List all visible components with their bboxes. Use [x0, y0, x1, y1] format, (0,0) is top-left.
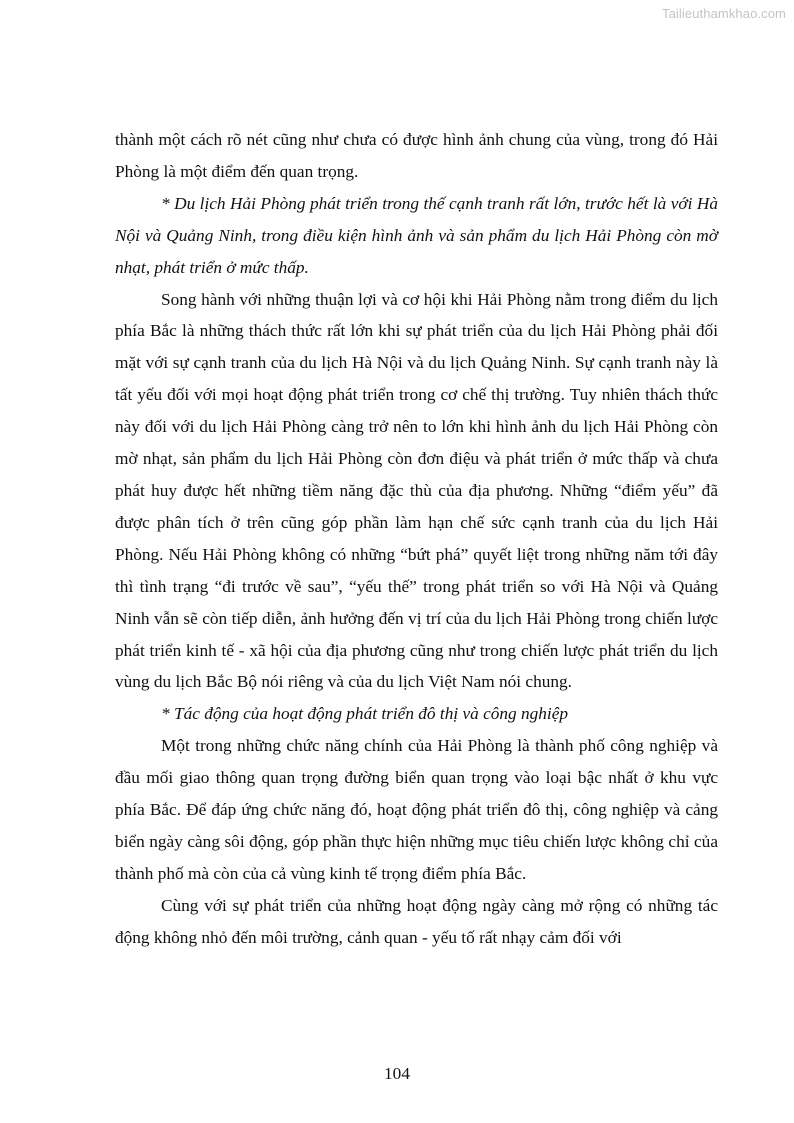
paragraph-competition: Song hành với những thuận lợi và cơ hội khi Hải Phòng nằm trong điểm du lịch phía Bắc là những thách thức rất lớn khi sự phát triển của du lịch Hải Phòng phải đối mặt với sự cạnh tranh của du lịch Hà Nội và du lịch Quảng Ninh. Sự cạnh tranh này là tất yếu đối với mọi hoạt động phát triển trong cơ chế thị trường. Tuy nhiên thách thức này đối với du lịch Hải Phòng càng trở nên to lớn khi hình ảnh du lịch Hải Phòng còn mờ nhạt, sản phẩm du lịch Hải Phòng còn đơn điệu và phát triển ở mức thấp và chưa phát huy được hết những tiềm năng đặc thù của địa phương. Những “điểm yếu” đã được phân tích ở trên cũng góp phần làm hạn chế sức cạnh tranh của du lịch Hải Phòng. Nếu Hải Phòng không có những “bứt phá” quyết liệt trong những năm tới đây thì tình trạng “đi trước về sau”, “yếu thế” trong phát triển so với Hà Nội và Quảng Ninh vẫn sẽ còn tiếp diễn, ảnh hưởng đến vị trí của du lịch Hải Phòng trong chiến lược phát triển kinh tế - xã hội của địa phương cũng như trong chiến lược phát triển du lịch vùng du lịch Bắc Bộ nói riêng và của du lịch Việt Nam nói chung. — [115, 289, 718, 692]
paragraph-urban-industry: Một trong những chức năng chính của Hải Phòng là thành phố công nghiệp và đầu mối giao thông quan trọng đường biển quan trọng vào loại bậc nhất ở khu vực phía Bắc. Để đáp ứng chức năng đó, hoạt động phát triển đô thị, công nghiệp và cảng biển ngày càng sôi động, góp phần thực hiện những mục tiêu chiến lược không chỉ của thành phố mà còn của cả vùng kinh tế trọng điểm phía Bắc. — [115, 736, 718, 883]
paragraph-continuation: thành một cách rõ nét cũng như chưa có được hình ảnh chung của vùng, trong đó Hải Phòng là một điểm đến quan trọng. — [115, 130, 718, 181]
watermark-text: Tailieuthamkhao.com — [661, 6, 786, 21]
italic-heading-urban-impact: * Tác động của hoạt động phát triển đô thị và công nghiệp — [161, 704, 569, 724]
italic-heading-competition: * Du lịch Hải Phòng phát triển trong thế cạnh tranh rất lớn, trước hết là với Hà Nội và Quảng Ninh, trong điều kiện hình ảnh và sản phẩm du lịch Hải Phòng còn mờ nhạt, phát triển ở mức thấp. — [115, 193, 718, 277]
page-body — [115, 124, 718, 954]
paragraph-environment-impact: Cùng với sự phát triển của những hoạt động ngày càng mở rộng có những tác động không nhỏ đến môi trường, cảnh quan - yếu tố rất nhạy cảm đối với — [115, 895, 718, 947]
page-number: 104 — [384, 1064, 410, 1083]
